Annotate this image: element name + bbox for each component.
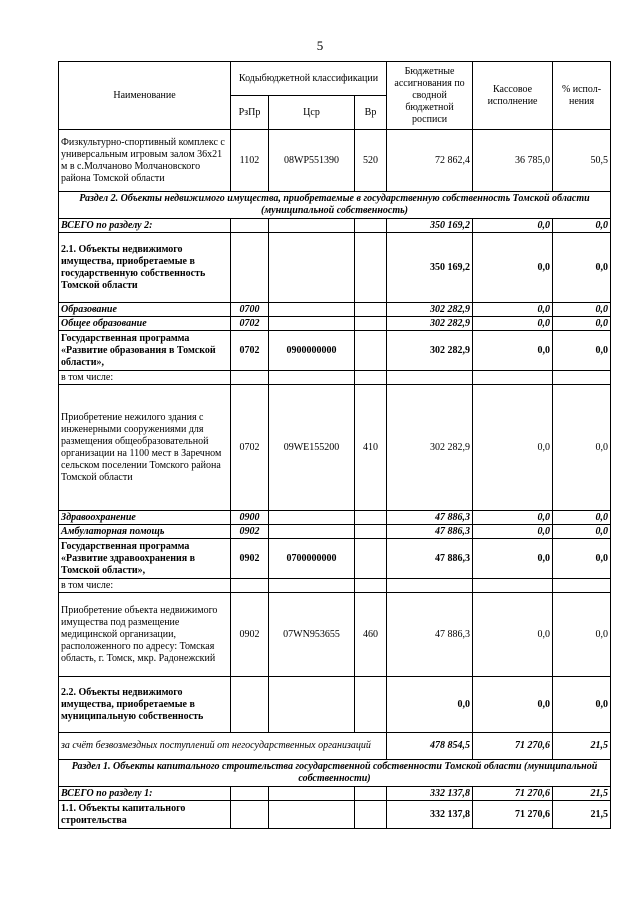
row-csr (269, 233, 355, 303)
row-name: ВСЕГО по разделу 1: (59, 787, 231, 801)
header-budget: Бюджетные ассигнования по сводной бюджетной росписи (387, 62, 473, 130)
row-percent: 21,5 (553, 787, 611, 801)
row-budget: 47 886,3 (387, 511, 473, 525)
row-cash: 0,0 (473, 677, 553, 733)
row-csr (269, 511, 355, 525)
header-codes: Кодыбюджетной классификации (231, 62, 387, 96)
header-cash: Кассовое исполнение (473, 62, 553, 130)
row-budget (387, 371, 473, 385)
row-vr: 410 (355, 385, 387, 511)
row-csr (269, 219, 355, 233)
row-budget: 332 137,8 (387, 801, 473, 829)
row-name: Общее образование (59, 317, 231, 331)
row-percent: 50,5 (553, 130, 611, 192)
table-row (59, 593, 611, 677)
row-vr (355, 801, 387, 829)
row-cash: 0,0 (473, 539, 553, 579)
row-name: в том числе: (59, 371, 231, 385)
row-rzpr: 0902 (231, 593, 269, 677)
row-name: Приобретение объекта недвижимого имущества под размещение медицинской организации, расположенного по адресу: Томская область, г. Томск, мкр. Радонежский (59, 593, 231, 677)
row-cash: 71 270,6 (473, 733, 553, 760)
table-row (59, 219, 611, 233)
row-name: Амбулаторная помощь (59, 525, 231, 539)
section-title: Раздел 1. Объекты капитального строительства государственной собственности Томской области (муниципальной собственности) (59, 760, 611, 787)
row-vr (355, 317, 387, 331)
row-percent: 0,0 (553, 331, 611, 371)
header-name: Наименование (59, 62, 231, 130)
row-name: Образование (59, 303, 231, 317)
row-rzpr: 1102 (231, 130, 269, 192)
table-row (59, 539, 611, 579)
header-vr: Вр (355, 96, 387, 130)
section-row (59, 760, 611, 787)
row-csr: 0900000000 (269, 331, 355, 371)
row-rzpr: 0702 (231, 385, 269, 511)
row-csr: 0700000000 (269, 539, 355, 579)
table-row (59, 317, 611, 331)
row-budget (387, 579, 473, 593)
row-csr: 07WN953655 (269, 593, 355, 677)
row-cash: 0,0 (473, 525, 553, 539)
row-vr (355, 579, 387, 593)
row-name: Государственная программа «Развитие здравоохранения в Томской области», (59, 539, 231, 579)
row-name: Государственная программа «Развитие образования в Томской области», (59, 331, 231, 371)
row-percent (553, 371, 611, 385)
row-cash (473, 579, 553, 593)
row-vr (355, 511, 387, 525)
row-rzpr (231, 371, 269, 385)
row-percent: 0,0 (553, 539, 611, 579)
row-budget: 47 886,3 (387, 525, 473, 539)
row-csr (269, 677, 355, 733)
row-percent: 0,0 (553, 385, 611, 511)
row-vr (355, 233, 387, 303)
budget-execution-table (58, 61, 611, 829)
row-vr (355, 787, 387, 801)
row-vr (355, 525, 387, 539)
table-row (59, 787, 611, 801)
row-rzpr: 0900 (231, 511, 269, 525)
row-budget: 302 282,9 (387, 331, 473, 371)
table-row (59, 733, 611, 760)
row-budget: 72 862,4 (387, 130, 473, 192)
row-csr: 08WP551390 (269, 130, 355, 192)
row-percent: 0,0 (553, 593, 611, 677)
row-rzpr: 0902 (231, 539, 269, 579)
row-budget: 0,0 (387, 677, 473, 733)
table-row (59, 801, 611, 829)
header-csr: Цср (269, 96, 355, 130)
row-csr (269, 303, 355, 317)
row-name: Приобретение нежилого здания с инженерными сооружениями для размещения общеобразовательной организации на 1100 мест в Заречном сельском поселении Томского района Томской области (59, 385, 231, 511)
row-name: 2.2. Объекты недвижимого имущества, приобретаемые в муниципальную собственность (59, 677, 231, 733)
row-rzpr: 0700 (231, 303, 269, 317)
row-csr (269, 525, 355, 539)
page-number: 5 (316, 38, 324, 53)
row-name: в том числе: (59, 579, 231, 593)
row-csr (269, 579, 355, 593)
row-budget: 350 169,2 (387, 219, 473, 233)
table-row (59, 511, 611, 525)
row-name: Физкультурно-спортивный комплекс с универсальным игровым залом 36х21 м в с.Молчаново Молчановского района Томской области (59, 130, 231, 192)
row-percent: 0,0 (553, 511, 611, 525)
row-vr (355, 331, 387, 371)
row-rzpr: 0702 (231, 331, 269, 371)
row-cash: 0,0 (473, 219, 553, 233)
row-csr (269, 317, 355, 331)
row-vr (355, 539, 387, 579)
row-name: ВСЕГО по разделу 2: (59, 219, 231, 233)
row-budget: 350 169,2 (387, 233, 473, 303)
row-rzpr (231, 579, 269, 593)
row-name: 2.1. Объекты недвижимого имущества, приобретаемые в государственную собственность Томской области (59, 233, 231, 303)
row-rzpr (231, 219, 269, 233)
table-row (59, 385, 611, 511)
row-percent: 0,0 (553, 525, 611, 539)
header-percent: % испол-нения (553, 62, 611, 130)
section-title: Раздел 2. Объекты недвижимого имущества, приобретаемые в государственную собственность Томской области (муниципальной собственность) (59, 192, 611, 219)
table-row (59, 303, 611, 317)
row-percent: 21,5 (553, 801, 611, 829)
row-budget: 47 886,3 (387, 539, 473, 579)
row-rzpr: 0702 (231, 317, 269, 331)
row-cash: 0,0 (473, 511, 553, 525)
row-cash: 0,0 (473, 317, 553, 331)
header-rzpr: РзПр (231, 96, 269, 130)
row-percent: 0,0 (553, 677, 611, 733)
row-budget: 478 854,5 (387, 733, 473, 760)
row-vr (355, 677, 387, 733)
row-percent (553, 579, 611, 593)
table-row (59, 331, 611, 371)
row-percent: 0,0 (553, 317, 611, 331)
row-cash: 71 270,6 (473, 787, 553, 801)
row-budget: 302 282,9 (387, 385, 473, 511)
row-percent: 0,0 (553, 233, 611, 303)
row-cash: 0,0 (473, 233, 553, 303)
row-budget: 332 137,8 (387, 787, 473, 801)
row-percent: 0,0 (553, 303, 611, 317)
row-cash: 0,0 (473, 385, 553, 511)
table-row (59, 677, 611, 733)
row-cash: 36 785,0 (473, 130, 553, 192)
row-vr: 520 (355, 130, 387, 192)
row-name: за счёт безвозмездных поступлений от негосударственных организаций (59, 733, 387, 760)
row-csr (269, 787, 355, 801)
row-rzpr: 0902 (231, 525, 269, 539)
row-rzpr (231, 801, 269, 829)
row-rzpr (231, 233, 269, 303)
row-csr (269, 801, 355, 829)
table-row (59, 525, 611, 539)
row-budget: 302 282,9 (387, 317, 473, 331)
row-cash: 0,0 (473, 331, 553, 371)
row-rzpr (231, 787, 269, 801)
table-row (59, 579, 611, 593)
row-name: 1.1. Объекты капитального строительства (59, 801, 231, 829)
row-percent: 0,0 (553, 219, 611, 233)
row-csr (269, 371, 355, 385)
row-vr (355, 371, 387, 385)
row-cash: 0,0 (473, 303, 553, 317)
row-cash: 0,0 (473, 593, 553, 677)
row-rzpr (231, 677, 269, 733)
table-row (59, 371, 611, 385)
section-row (59, 192, 611, 219)
row-budget: 47 886,3 (387, 593, 473, 677)
row-percent: 21,5 (553, 733, 611, 760)
row-vr: 460 (355, 593, 387, 677)
row-cash (473, 371, 553, 385)
row-budget: 302 282,9 (387, 303, 473, 317)
table-row (59, 233, 611, 303)
row-vr (355, 219, 387, 233)
table-row (59, 130, 611, 192)
row-name: Здравоохранение (59, 511, 231, 525)
row-vr (355, 303, 387, 317)
row-cash: 71 270,6 (473, 801, 553, 829)
row-csr: 09WE155200 (269, 385, 355, 511)
